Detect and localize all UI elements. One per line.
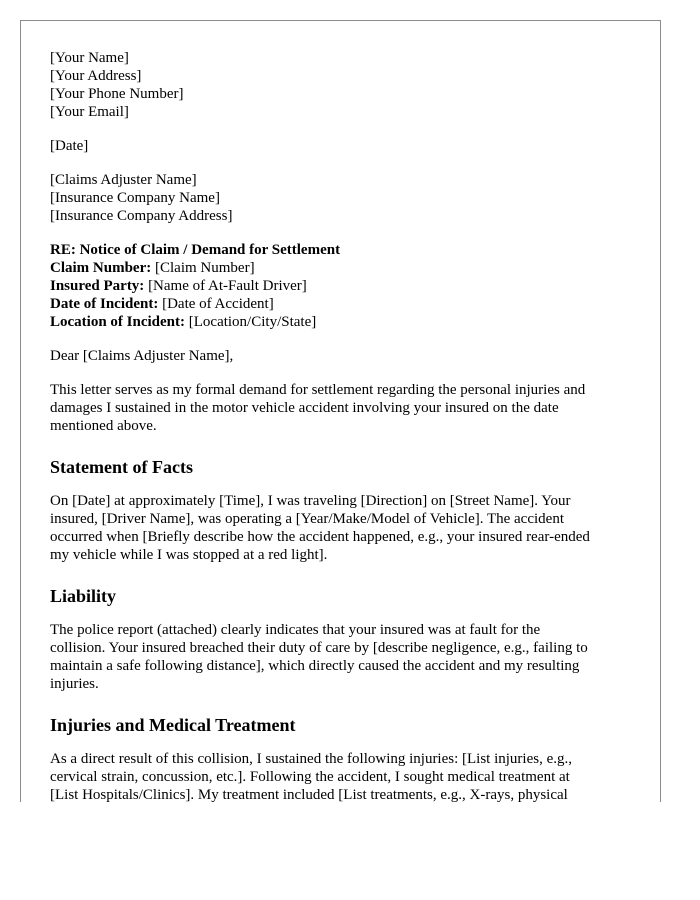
section-heading-liability: Liability: [50, 586, 117, 606]
insured-party-value: [Name of At-Fault Driver]: [148, 278, 307, 294]
intro-paragraph: [50, 381, 635, 435]
paragraph-line: maintain a safe following distance], which directly caused the accident and my resulting: [50, 658, 580, 674]
reference-block: [50, 241, 635, 331]
date-of-incident-value: [Date of Accident]: [162, 296, 274, 312]
salutation: Dear [Claims Adjuster Name],: [50, 348, 234, 364]
letter-page: [20, 20, 661, 802]
paragraph-line: mentioned above.: [50, 418, 157, 434]
section-heading-facts: Statement of Facts: [50, 457, 193, 477]
sender-address: [Your Address]: [50, 68, 142, 84]
injuries-paragraph: [50, 750, 635, 802]
paragraph-line: my vehicle while I was stopped at a red light].: [50, 547, 328, 563]
sender-email: [Your Email]: [50, 104, 129, 120]
location-value: [Location/City/State]: [188, 314, 317, 330]
date-block: [50, 137, 635, 155]
paragraph-line: The police report (attached) clearly indicates that your insured was at fault for the: [50, 622, 541, 638]
letter-content: [50, 49, 635, 802]
facts-paragraph: [50, 492, 635, 564]
paragraph-line: [List Hospitals/Clinics]. My treatment included [List treatments, e.g., X-rays, physical: [50, 787, 568, 802]
paragraph-line: As a direct result of this collision, I sustained the following injuries: [List injuries, e.g.,: [50, 751, 572, 767]
location-label: Location of Incident:: [50, 314, 185, 330]
sender-block: [50, 49, 635, 121]
section-heading-injuries: Injuries and Medical Treatment: [50, 715, 296, 735]
paragraph-line: collision. Your insured breached their duty of care by [describe negligence, e.g., failing to: [50, 640, 588, 656]
liability-paragraph: [50, 621, 635, 693]
paragraph-line: This letter serves as my formal demand for settlement regarding the personal injuries and: [50, 382, 586, 398]
salutation-block: [50, 347, 635, 365]
paragraph-line: insured, [Driver Name], was operating a [Year/Make/Model of Vehicle]. The accident: [50, 511, 564, 527]
paragraph-line: On [Date] at approximately [Time], I was traveling [Direction] on [Street Name]. Your: [50, 493, 571, 509]
paragraph-line: injuries.: [50, 676, 99, 692]
recipient-company: [Insurance Company Name]: [50, 190, 220, 206]
re-line: RE: Notice of Claim / Demand for Settlement: [50, 242, 341, 258]
insured-party-label: Insured Party:: [50, 278, 145, 294]
paragraph-line: occurred when [Briefly describe how the accident happened, e.g., your insured rear-ended: [50, 529, 590, 545]
claim-number-line: [50, 259, 635, 277]
recipient-name: [Claims Adjuster Name]: [50, 172, 197, 188]
letter-date: [Date]: [50, 138, 89, 154]
insured-party-line: [50, 277, 635, 295]
paragraph-line: damages I sustained in the motor vehicle accident involving your insured on the date: [50, 400, 559, 416]
sender-phone: [Your Phone Number]: [50, 86, 184, 102]
location-line: [50, 313, 635, 331]
claim-number-label: Claim Number:: [50, 260, 152, 276]
claim-number-value: [Claim Number]: [155, 260, 255, 276]
date-of-incident-label: Date of Incident:: [50, 296, 159, 312]
sender-name: [Your Name]: [50, 50, 129, 66]
date-of-incident-line: [50, 295, 635, 313]
recipient-address: [Insurance Company Address]: [50, 208, 233, 224]
recipient-block: [50, 171, 635, 225]
paragraph-line: cervical strain, concussion, etc.]. Following the accident, I sought medical treatment at: [50, 769, 570, 785]
